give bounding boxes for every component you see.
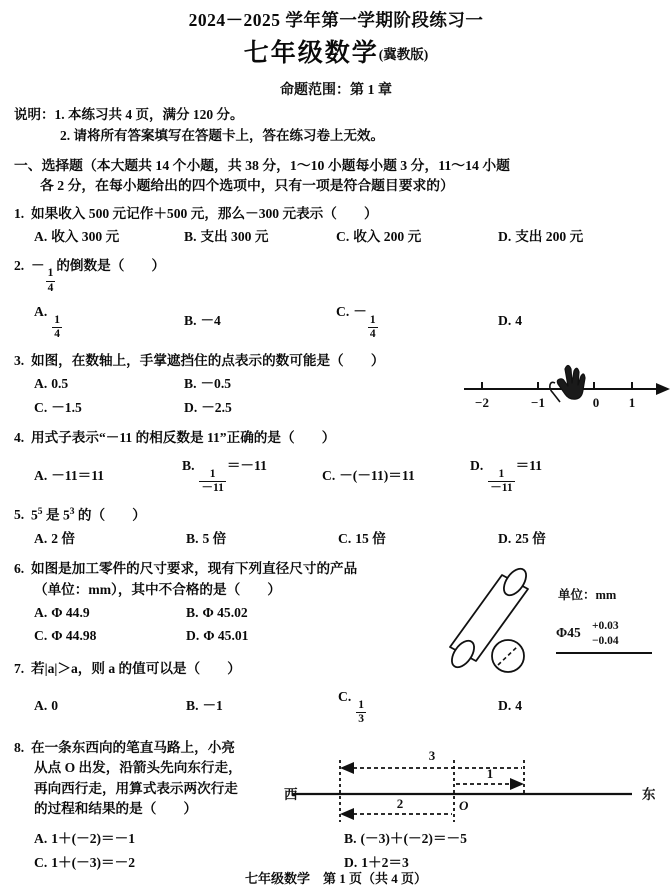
question-4-option-d[interactable]: D. $\frac{1}{-11}$ ＝11 — [470, 458, 543, 495]
hand-icon — [550, 365, 585, 402]
question-6-stem-line2: （单位：mm），其中不合格的是（ ） — [34, 581, 281, 597]
section-heading-line2: 各 2 分，在每小题给出的四个选项中，只有一项是符合题目要求的） — [40, 178, 454, 194]
question-8-stem-line1: 8. 在一条东西向的笔直马路上，小亮 — [14, 738, 658, 758]
question-5-number: 5. — [14, 507, 25, 523]
question-4-stem: 4. 用式子表示“－11 的相反数是 11”正确的是（ ） — [14, 428, 658, 448]
subject-line — [14, 40, 658, 69]
segment-label-1: 1 — [486, 765, 494, 781]
question-1-options — [14, 227, 658, 247]
question-6 — [14, 559, 658, 647]
question-4-option-c[interactable]: C. －(－11)＝11 — [322, 467, 415, 483]
question-4-options — [14, 456, 658, 495]
tick-label-1: 1 — [628, 394, 636, 410]
question-8-stem-line4: 的过程和结果的是（ ） — [34, 800, 198, 816]
question-3-number: 3. — [14, 352, 25, 368]
question-1-option-d[interactable]: D. 支出 200 元 — [498, 229, 584, 245]
question-2-option-c[interactable]: C. － $\frac{1}{4}$ — [336, 304, 376, 341]
tick-label-neg2: −2 — [475, 394, 489, 410]
question-8-stem-line2: 从点 O 出发，沿箭头先向东行走， — [34, 760, 242, 776]
question-8-option-d[interactable]: D. 1＋2＝3 — [344, 854, 409, 870]
question-4-number: 4. — [14, 430, 25, 446]
question-2-option-a[interactable]: A. $\frac{1}{4}$ — [34, 304, 60, 341]
road-arrows-figure — [284, 742, 672, 840]
question-6-option-c[interactable]: C. Φ 44.98 — [34, 628, 97, 644]
tick-label-0: 0 — [592, 394, 600, 410]
road-arrows-svg — [284, 742, 672, 834]
question-7-number: 7. — [14, 660, 25, 676]
fraction-one-quarter: $\frac{1}{4}$ — [47, 267, 54, 294]
question-7-option-c[interactable]: C. $\frac{1}{3}$ — [338, 689, 364, 726]
question-8-option-a[interactable]: A. 1＋(－2)＝－1 — [34, 831, 136, 847]
question-3-option-b[interactable]: B. －0.5 — [184, 376, 232, 392]
question-3 — [14, 351, 658, 418]
number-line-svg — [460, 361, 672, 413]
exam-page — [0, 10, 672, 893]
fraction-b: $\frac{1}{-11}$ — [201, 467, 224, 495]
question-8-number: 8. — [14, 739, 25, 755]
tick-label-neg1: −1 — [531, 394, 545, 410]
question-8 — [14, 738, 658, 873]
question-7-options — [14, 687, 658, 726]
question-3-option-d[interactable]: D. －2.5 — [184, 399, 232, 415]
west-label: 西 — [284, 786, 298, 802]
section-heading-line1: 一、选择题（本大题共 14 个小题，共 38 分，1～10 小题每小题 3 分，11～14 小题 — [14, 158, 510, 174]
fraction-a: $\frac{1}{4}$ — [54, 313, 60, 341]
question-3-option-c[interactable]: C. －1.5 — [34, 399, 82, 415]
question-2 — [14, 256, 658, 341]
page-title: 2024－2025 学年第一学期阶段练习一 — [188, 10, 484, 30]
question-6-number: 6. — [14, 561, 25, 577]
question-4 — [14, 428, 658, 495]
question-5-option-c[interactable]: C. 15 倍 — [338, 530, 386, 546]
question-8-stem-line3: 再向西行走，用算式表示两次行走 — [34, 780, 238, 796]
question-5-stem: 5. $5^5$ 是 $5^3$ 的（ ） — [14, 505, 658, 526]
subject-edition: (冀教版) — [378, 46, 429, 62]
number-line-figure — [460, 361, 672, 419]
segment-label-3: 3 — [428, 747, 436, 763]
question-6-stem-line1: 6. 如图是加工零件的尺寸要求，现有下列直径尺寸的产品 — [14, 559, 658, 579]
tolerance-lower: −0.04 — [592, 635, 619, 648]
fraction-one-third: $\frac{1}{3}$ — [358, 698, 364, 726]
question-1 — [14, 204, 658, 248]
question-2-option-b[interactable]: B. －4 — [184, 313, 221, 329]
question-7-stem: 7. 若|a|＞a，则 a 的值可以是（ ） — [14, 659, 658, 679]
section-heading — [14, 156, 658, 196]
tolerance-upper: +0.03 — [592, 620, 619, 633]
question-6-option-a[interactable]: A. Φ 44.9 — [34, 605, 90, 621]
question-3-option-a[interactable]: A. 0.5 — [34, 376, 69, 392]
question-1-text: 如果收入 500 元记作＋500 元，那么－300 元表示（ ） — [31, 206, 378, 222]
question-5-option-b[interactable]: B. 5 倍 — [186, 530, 227, 546]
question-7-option-b[interactable]: B. －1 — [186, 698, 223, 714]
question-6-option-d[interactable]: D. Φ 45.01 — [186, 628, 249, 644]
question-6-option-b[interactable]: B. Φ 45.02 — [186, 605, 248, 621]
fraction-d: $\frac{1}{-11}$ — [490, 467, 513, 495]
east-label: 东 — [642, 786, 656, 802]
question-4-option-a[interactable]: A. －11＝11 — [34, 467, 105, 483]
question-1-option-b[interactable]: B. 支出 300 元 — [184, 229, 269, 245]
question-5-option-a[interactable]: A. 2 倍 — [34, 530, 76, 546]
question-7-option-d[interactable]: D. 4 — [498, 698, 523, 714]
question-5-options — [14, 529, 658, 549]
question-2-options — [14, 302, 658, 341]
segment-label-2: 2 — [396, 795, 404, 811]
subject-name: 七年级数学 — [243, 39, 379, 67]
question-8-option-b[interactable]: B. (－3)＋(－2)＝－5 — [344, 831, 467, 847]
question-1-stem — [14, 204, 658, 224]
exam-scope: 命题范围：第 1 章 — [280, 82, 392, 98]
diameter-label: Φ45 — [556, 625, 581, 641]
question-8-option-c[interactable]: C. 1＋(－3)＝－2 — [34, 854, 136, 870]
question-7-option-a[interactable]: A. 0 — [34, 698, 59, 714]
page-footer: 七年级数学 第 1 页（共 4 页） — [244, 871, 427, 886]
question-2-option-d[interactable]: D. 4 — [498, 313, 523, 329]
question-5-option-d[interactable]: D. 25 倍 — [498, 530, 546, 546]
cylinder-tolerance-svg — [428, 565, 672, 673]
question-2-number: 2. — [14, 257, 25, 273]
question-2-stem: 2. － $\frac{1}{4}$ 的倒数是（ ） — [14, 257, 166, 294]
fraction-c: $\frac{1}{4}$ — [369, 313, 376, 341]
instruction-line-1: 说明：1. 本练习共 4 页，满分 120 分。 — [14, 106, 244, 122]
question-1-option-c[interactable]: C. 收入 200 元 — [336, 229, 422, 245]
instruction-line-2: 2. 请将所有答案填写在答题卡上，答在练习卷上无效。 — [60, 127, 384, 143]
origin-label: O — [459, 797, 469, 813]
question-1-option-a[interactable]: A. 收入 300 元 — [34, 229, 120, 245]
question-7 — [14, 659, 658, 726]
question-3-stem: 3. 如图，在数轴上，手掌遮挡住的点表示的数可能是（ ） — [14, 351, 658, 371]
question-1-number: 1. — [14, 206, 25, 222]
question-5 — [14, 505, 658, 549]
question-4-option-b[interactable]: B. $\frac{1}{-11}$ ＝－11 — [182, 458, 267, 495]
unit-label: 单位：mm — [558, 588, 617, 603]
